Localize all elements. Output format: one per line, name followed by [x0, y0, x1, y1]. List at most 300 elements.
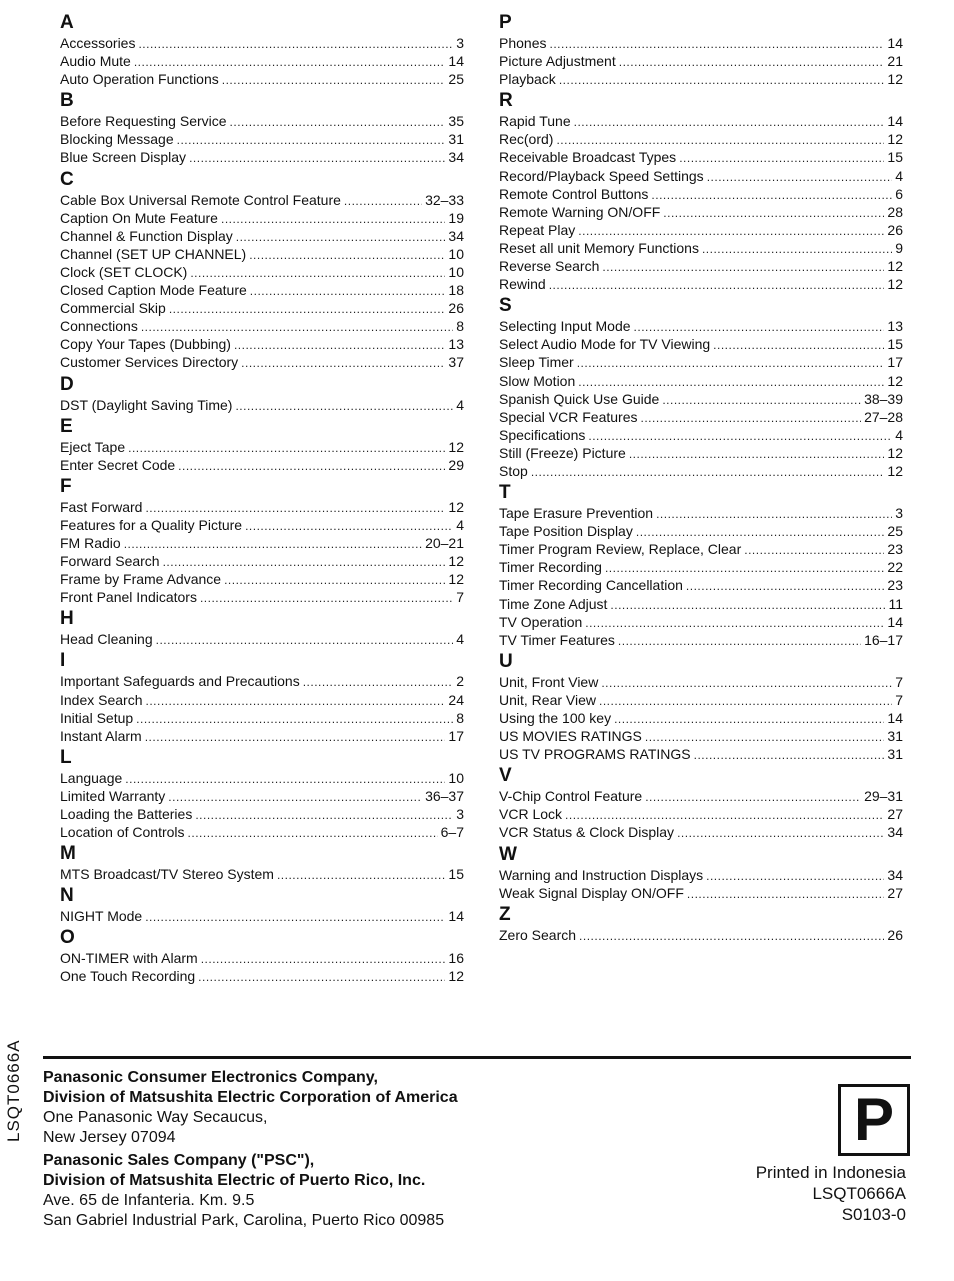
index-entry	[60, 335, 464, 353]
index-entry-name: US TV PROGRAMS RATINGS	[499, 746, 691, 763]
index-entry	[499, 462, 903, 480]
index-entry-page: 4	[895, 167, 903, 184]
index-entry	[499, 148, 903, 166]
index-entry	[499, 691, 903, 709]
index-entry-page: 20–21	[425, 534, 464, 551]
dot-leader	[134, 52, 446, 71]
dot-leader	[610, 595, 885, 614]
index-entry	[499, 130, 903, 148]
index-entry-name: Spanish Quick Use Guide	[499, 390, 660, 407]
dot-leader	[549, 275, 885, 294]
index-entry	[499, 522, 903, 540]
index-entry	[499, 185, 903, 203]
index-entry-name: Slow Motion	[499, 372, 576, 389]
index-entry	[499, 787, 903, 805]
index-entry-page: 37	[448, 354, 464, 371]
index-entry-page: 26	[887, 221, 903, 238]
index-entry-name: TV Operation	[499, 613, 583, 630]
footer-addresses	[43, 1068, 643, 1231]
index-section-o	[60, 927, 464, 985]
index-entry-name: Frame by Frame Advance	[60, 571, 222, 588]
index-entry	[60, 245, 464, 263]
dot-leader	[188, 823, 438, 842]
index-entry	[499, 926, 903, 944]
index-entry-page: 29	[448, 456, 464, 473]
index-entry-name: FM Radio	[60, 534, 121, 551]
dot-leader	[125, 769, 445, 788]
index-entry-page: 17	[887, 354, 903, 371]
dot-leader	[234, 335, 445, 354]
dot-leader	[195, 805, 453, 824]
dot-leader	[145, 907, 445, 926]
dot-leader	[124, 534, 422, 553]
index-entry-page: 14	[887, 113, 903, 130]
dot-leader	[235, 396, 453, 415]
index-entry	[499, 631, 903, 649]
footer-divider	[43, 1056, 911, 1059]
dot-leader	[629, 444, 885, 463]
index-entry	[60, 823, 464, 841]
index-entry-name: Accessories	[60, 35, 136, 51]
index-entry-page: 24	[448, 691, 464, 708]
dot-leader	[578, 372, 884, 391]
dot-leader	[687, 884, 885, 903]
dot-leader	[634, 317, 885, 336]
index-entry-name: Sleep Timer	[499, 354, 574, 371]
index-entry-name: Commercial Skip	[60, 300, 166, 317]
dot-leader	[145, 498, 445, 517]
index-entry	[60, 787, 464, 805]
dot-leader	[245, 516, 453, 535]
section-letter: M	[60, 843, 76, 865]
index-entry-name: Unit, Front View	[499, 673, 599, 690]
index-entry-name: Channel & Function Display	[60, 227, 233, 244]
index-entry-page: 34	[448, 149, 464, 166]
index-entry-name: Copy Your Tapes (Dubbing)	[60, 336, 231, 353]
index-entry-name: Auto Operation Functions	[60, 71, 219, 88]
index-entry-name: Receivable Broadcast Types	[499, 149, 677, 166]
dot-leader	[141, 317, 453, 336]
index-entry-page: 4	[895, 426, 903, 443]
index-entry-name: TV Timer Features	[499, 631, 615, 648]
index-entry-name: ON-TIMER with Alarm	[60, 950, 198, 967]
company2-address-line2: San Gabriel Industrial Park, Carolina, Puerto Rico 00985	[43, 1212, 445, 1229]
index-entry	[60, 516, 464, 534]
dot-leader	[565, 805, 884, 824]
index-entry	[60, 588, 464, 606]
index-entry-page: 12	[887, 462, 903, 479]
index-entry-name: Limited Warranty	[60, 787, 166, 804]
index-entry-page: 14	[448, 53, 464, 70]
dot-leader	[706, 866, 884, 885]
index-entry-name: Select Audio Mode for TV Viewing	[499, 336, 711, 353]
index-entry-name: Closed Caption Mode Feature	[60, 282, 247, 299]
index-entry-name: VCR Lock	[499, 806, 563, 823]
dot-leader	[602, 257, 884, 276]
dot-leader	[559, 70, 885, 89]
index-entry-name: Blocking Message	[60, 131, 174, 148]
index-entry-name: Important Safeguards and Precautions	[60, 673, 300, 690]
section-letter: Z	[499, 903, 511, 925]
dot-leader	[236, 227, 446, 246]
index-section-s	[499, 295, 903, 480]
index-entry-name: Head Cleaning	[60, 631, 153, 648]
index-entry-page: 12	[448, 498, 464, 515]
side-document-code: LSQT0666A	[4, 1039, 23, 1142]
index-entry-page: 36–37	[425, 787, 464, 804]
index-entry-name: Zero Search	[499, 926, 577, 943]
index-entry	[60, 865, 464, 883]
dot-leader	[224, 570, 445, 589]
company1-name: Panasonic Consumer Electronics Company,	[43, 1069, 378, 1086]
section-letter: N	[60, 885, 74, 907]
index-entry-page: 38–39	[864, 390, 903, 407]
index-entry	[60, 209, 464, 227]
index-entry-name: Channel (SET UP CHANNEL)	[60, 245, 247, 262]
index-entry	[499, 70, 903, 88]
index-entry-name: Fast Forward	[60, 498, 143, 515]
printed-doc-code: LSQT0666A	[812, 1184, 906, 1203]
index-entry	[499, 34, 903, 52]
index-entry-page: 34	[887, 866, 903, 883]
section-letter: V	[499, 765, 512, 787]
index-entry	[499, 576, 903, 594]
section-letter: L	[60, 746, 72, 768]
index-entry-name: MTS Broadcast/TV Stereo System	[60, 866, 274, 883]
index-entry	[499, 540, 903, 558]
index-section-t	[499, 482, 903, 649]
index-entry-name: Index Search	[60, 691, 143, 708]
dot-leader	[189, 148, 445, 167]
index-entry-page: 8	[456, 318, 464, 335]
index-entry-name: NIGHT Mode	[60, 908, 143, 925]
index-entry	[60, 672, 464, 690]
company1-address-line1: One Panasonic Way Secaucus,	[43, 1109, 268, 1126]
dot-leader	[190, 263, 445, 282]
index-entry	[499, 426, 903, 444]
index-entry-name: Rapid Tune	[499, 113, 571, 130]
dot-leader	[344, 191, 422, 210]
dot-leader	[277, 865, 445, 884]
section-letter: P	[499, 12, 512, 33]
index-entry	[60, 191, 464, 209]
section-letter: A	[60, 12, 74, 33]
index-section-f	[60, 476, 464, 607]
index-entry	[60, 570, 464, 588]
index-entry	[499, 167, 903, 185]
p-logo-icon: P	[838, 1084, 910, 1156]
printed-revision: S0103-0	[841, 1205, 906, 1224]
index-entry-name: Record/Playback Speed Settings	[499, 167, 704, 184]
index-entry	[60, 112, 464, 130]
dot-leader	[531, 462, 885, 481]
index-entry-page: 26	[887, 926, 903, 943]
dot-leader	[201, 949, 446, 968]
index-entry	[60, 534, 464, 552]
index-entry	[60, 949, 464, 967]
index-section-z	[499, 904, 903, 944]
index-entry-page: 34	[448, 227, 464, 244]
index-entry	[60, 709, 464, 727]
index-section-n	[60, 885, 464, 925]
index-entry-name: Features for a Quality Picture	[60, 516, 243, 533]
index-entry	[499, 866, 903, 884]
index-entry-page: 2	[456, 673, 464, 690]
index-entry	[499, 317, 903, 335]
index-entry	[60, 552, 464, 570]
index-entry	[60, 281, 464, 299]
dot-leader	[663, 203, 884, 222]
dot-leader	[677, 823, 884, 842]
dot-leader	[641, 408, 862, 427]
index-entry	[499, 727, 903, 745]
index-section-i	[60, 650, 464, 744]
dot-leader	[578, 221, 884, 240]
dot-leader	[614, 709, 884, 728]
dot-leader	[169, 299, 446, 318]
index-entry-page: 12	[448, 571, 464, 588]
index-entry-page: 32–33	[425, 191, 464, 208]
index-entry-name: Language	[60, 769, 123, 786]
index-entry	[499, 709, 903, 727]
index-entry-page: 14	[887, 710, 903, 726]
index-entry-page: 3	[456, 806, 464, 822]
index-entry-name: Picture Adjustment	[499, 53, 616, 70]
index-entry-name: Stop	[499, 462, 528, 479]
index-entry-name: Initial Setup	[60, 709, 134, 726]
dot-leader	[694, 745, 885, 764]
dot-leader	[588, 426, 892, 445]
dot-leader	[145, 727, 446, 746]
index-entry-name: Tape Erasure Prevention	[499, 505, 654, 522]
dot-leader	[645, 787, 861, 806]
index-entry-page: 7	[895, 673, 903, 690]
index-section-v	[499, 765, 903, 841]
index-entry-name: Rec(ord)	[499, 131, 554, 148]
index-entry	[499, 613, 903, 631]
index-section-w	[499, 844, 903, 902]
index-entry	[499, 257, 903, 275]
dot-leader	[177, 130, 446, 149]
index-section-h	[60, 608, 464, 648]
index-entry-page: 26	[448, 300, 464, 317]
index-entry-name: Weak Signal Display ON/OFF	[499, 884, 684, 901]
index-entry-page: 18	[448, 282, 464, 299]
index-entry-page: 12	[448, 438, 464, 455]
dot-leader	[556, 130, 884, 149]
dot-leader	[636, 522, 885, 541]
section-letter: U	[499, 650, 513, 672]
index-entry-name: Blue Screen Display	[60, 149, 187, 166]
section-letter: B	[60, 90, 74, 112]
dot-leader	[230, 112, 446, 131]
index-entry-page: 23	[887, 577, 903, 594]
index-entry	[60, 130, 464, 148]
index-entry	[60, 691, 464, 709]
index-entry-name: One Touch Recording	[60, 968, 196, 985]
index-entry-page: 25	[448, 71, 464, 88]
index-entry	[60, 52, 464, 70]
section-letter: F	[60, 475, 72, 497]
dot-leader	[136, 709, 453, 728]
index-entry	[60, 769, 464, 787]
index-entry-name: Remote Warning ON/OFF	[499, 203, 661, 220]
index-section-u	[499, 651, 903, 763]
index-entry	[60, 299, 464, 317]
dot-leader	[599, 691, 892, 710]
index-entry-name: Rewind	[499, 276, 546, 293]
index-entry-page: 17	[448, 727, 464, 744]
index-entry	[499, 558, 903, 576]
index-entry-page: 7	[895, 691, 903, 708]
index-entry	[499, 112, 903, 130]
index-entry-page: 27	[887, 806, 903, 823]
section-letter: T	[499, 482, 511, 504]
dot-leader	[577, 353, 885, 372]
index-entry-page: 15	[887, 149, 903, 166]
index-entry	[60, 263, 464, 281]
dot-leader	[163, 552, 446, 571]
section-letter: S	[499, 295, 512, 317]
index-entry	[60, 317, 464, 335]
index-entry-page: 22	[887, 559, 903, 576]
index-entry-page: 19	[448, 209, 464, 226]
index-entry-page: 31	[448, 131, 464, 148]
index-entry-name: Audio Mute	[60, 53, 131, 70]
index-entry-page: 10	[448, 769, 464, 786]
index-entry-name: Forward Search	[60, 553, 160, 570]
index-section-c	[60, 169, 464, 372]
dot-leader	[713, 335, 884, 354]
index-entry-name: Reverse Search	[499, 258, 600, 275]
index-entry-name: V-Chip Control Feature	[499, 788, 643, 805]
dot-leader	[156, 630, 454, 649]
index-entry-name: Warning and Instruction Displays	[499, 866, 704, 883]
index-entry	[60, 805, 464, 823]
index-entry-page: 9	[895, 239, 903, 256]
index-entry-name: Connections	[60, 318, 138, 335]
index-entry	[499, 805, 903, 823]
index-entry-name: Before Requesting Service	[60, 113, 227, 130]
index-entry-name: Eject Tape	[60, 438, 126, 455]
index-entry	[60, 456, 464, 474]
index-entry-page: 12	[887, 71, 903, 88]
index-entry-page: 21	[887, 53, 903, 70]
index-entry-page: 12	[887, 276, 903, 293]
index-entry	[60, 967, 464, 985]
index-entry-name: Location of Controls	[60, 824, 185, 841]
index-entry	[499, 408, 903, 426]
index-entry-page: 16–17	[864, 631, 903, 648]
index-entry-page: 12	[448, 553, 464, 570]
dot-leader	[146, 691, 446, 710]
index-entry-page: 6	[895, 185, 903, 202]
index-entry-name: Caption On Mute Feature	[60, 209, 218, 226]
dot-leader	[579, 926, 884, 945]
index-entry	[499, 353, 903, 371]
index-section-p	[499, 12, 903, 88]
index-entry	[60, 438, 464, 456]
index-entry	[499, 239, 903, 257]
index-entry	[499, 745, 903, 763]
section-letter: H	[60, 608, 74, 630]
index-entry-page: 28	[887, 203, 903, 220]
index-entry-page: 10	[448, 245, 464, 262]
index-section-a	[60, 12, 464, 88]
index-entry-name: Loading the Batteries	[60, 806, 193, 822]
dot-leader	[656, 504, 892, 523]
index-entry-page: 12	[887, 131, 903, 148]
index-entry	[60, 498, 464, 516]
index-entry	[499, 390, 903, 408]
index-entry-name: Specifications	[499, 426, 586, 443]
dot-leader	[686, 576, 885, 595]
index-entry-page: 3	[895, 505, 903, 522]
section-letter: C	[60, 168, 74, 190]
index-entry	[499, 884, 903, 902]
index-column-left	[60, 10, 464, 986]
index-entry-name: Instant Alarm	[60, 727, 142, 744]
index-section-d	[60, 374, 464, 414]
dot-leader	[168, 787, 422, 806]
index-entry	[60, 396, 464, 414]
index-entry-page: 31	[887, 746, 903, 763]
dot-leader	[222, 70, 446, 89]
dot-leader	[702, 239, 892, 258]
index-entry	[499, 823, 903, 841]
dot-leader	[679, 148, 884, 167]
index-entry	[60, 353, 464, 371]
printed-country: Printed in Indonesia	[755, 1163, 906, 1182]
dot-leader	[249, 245, 445, 264]
dot-leader	[549, 34, 884, 53]
index-entry-page: 16	[448, 950, 464, 967]
index-entry-name: Timer Program Review, Replace, Clear	[499, 541, 742, 558]
index-entry-page: 35	[448, 113, 464, 130]
index-entry	[60, 148, 464, 166]
index-entry-name: Time Zone Adjust	[499, 595, 608, 612]
dot-leader	[178, 456, 445, 475]
index-entry-page: 4	[456, 516, 464, 533]
index-entry-page: 13	[448, 336, 464, 353]
index-entry-name: Remote Control Buttons	[499, 185, 649, 202]
index-section-e	[60, 416, 464, 474]
dot-leader	[200, 588, 453, 607]
index-column-right	[499, 10, 903, 944]
index-entry-page: 14	[887, 35, 903, 51]
index-entry-page: 11	[888, 595, 903, 612]
index-entry-name: Reset all unit Memory Functions	[499, 239, 699, 256]
dot-leader	[707, 167, 893, 186]
index-entry-name: Playback	[499, 71, 556, 88]
dot-leader	[645, 727, 885, 746]
index-entry-page: 14	[448, 908, 464, 925]
dot-leader	[619, 52, 885, 71]
index-entry-name: VCR Status & Clock Display	[499, 824, 675, 841]
section-letter: R	[499, 90, 513, 112]
index-entry-name: Using the 100 key	[499, 710, 612, 726]
index-section-r	[499, 90, 903, 293]
index-section-b	[60, 90, 464, 166]
company2-address-line1: Ave. 65 de Infanteria. Km. 9.5	[43, 1192, 255, 1209]
index-entry-name: Enter Secret Code	[60, 456, 176, 473]
index-entry	[499, 203, 903, 221]
index-entry-page: 31	[887, 728, 903, 745]
index-entry-page: 10	[448, 263, 464, 280]
index-entry-name: Still (Freeze) Picture	[499, 444, 626, 461]
section-letter: D	[60, 373, 74, 395]
index-entry-name: Repeat Play	[499, 221, 576, 238]
